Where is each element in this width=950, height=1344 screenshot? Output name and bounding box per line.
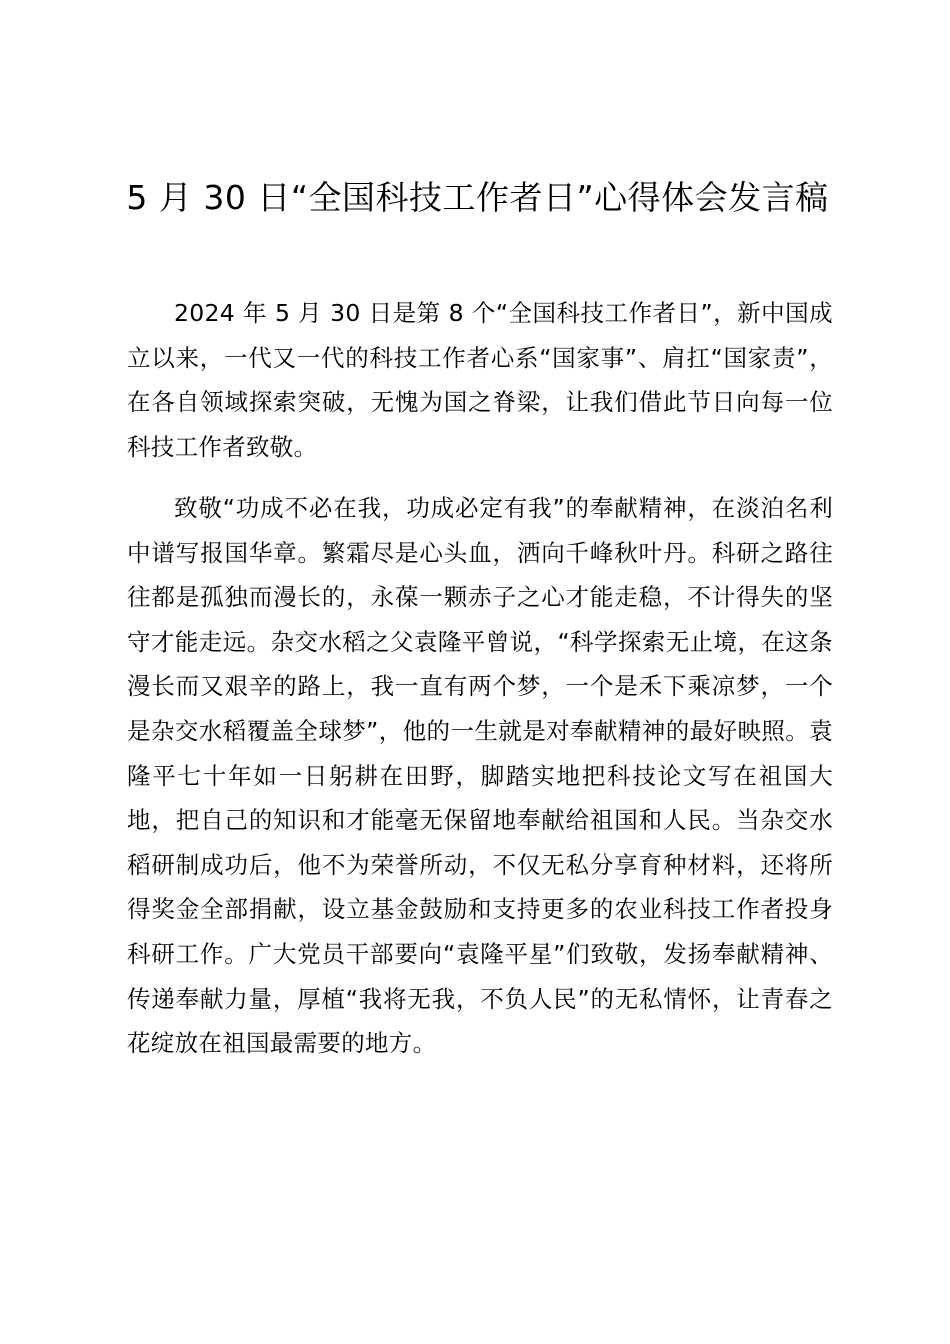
paragraph-dedication: 致敬“功成不必在我，功成必定有我”的奉献精神，在淡泊名利中谱写报国华章。繁霜尽是心头血，洒向千峰秋叶丹。科研之路往往都是孤独而漫长的，永葆一颗赤子之心才能走稳，不计得失的坚守才能走远。杂交水稻之父袁隆平曾说，“科学探索无止境，在这条漫长而又艰辛的路上，我一直有两个梦，一个是禾下乘凉梦，一个是杂交水稻覆盖全球梦”，他的一生就是对奉献精神的最好映照。袁隆平七十年如一日躬耕在田野，脚踏实地把科技论文写在祖国大地，把自己的知识和才能毫无保留地奉献给祖国和人民。当杂交水稻研制成功后，他不为荣誉所动，不仅无私分享育种材料，还将所得奖金全部捐献，设立基金鼓励和支持更多的农业科技工作者投身科研工作。广大党员干部要向“袁隆平星”们致敬，发扬奉献精神、传递奉献力量，厚植“我将无我，不负人民”的无私情怀，让青春之花绽放在祖国最需要的地方。 bbox=[127, 494, 833, 1058]
paragraph-intro: 2024 年 5 月 30 日是第 8 个“全国科技工作者日”，新中国成立以来，一代又一代的科技工作者心系“国家事”、肩扛“国家责”，在各自领域探索突破，无愧为国之脊梁，让我们借此节日向每一位科技工作者致敬。 bbox=[127, 299, 833, 461]
document-title: 5 月 30 日“全国科技工作者日”心得体会发言稿 bbox=[126, 178, 829, 217]
